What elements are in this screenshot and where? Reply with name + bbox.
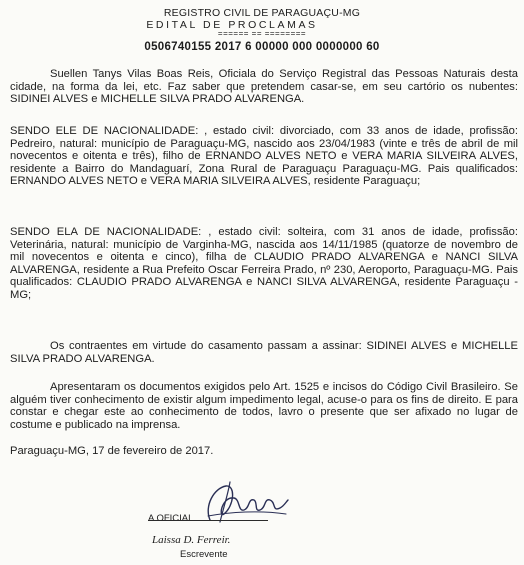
groom-paragraph: SENDO ELE DE NACIONALIDADE: , estado civil: divorciado, com 33 anos de idade, profissão: Pedreiro, natural: município de Paraguaçu-MG, nascido aos 23/04/1983 (vinte e três de abril de mil novecentos e oitenta e três), filho de ERNANDO ALVES NETO e VERA MARIA SILVEIRA ALVES, residente a Bairro do Mandaguarí, Zona Rural de Paraguaçu Paraguaçu-MG. Pais qualificados: ERNANDO ALVES NETO e VERA MARIA SILVEIRA ALVES, residente Paraguaçu; xyxy=(10,125,518,188)
clerk-title: Escrevente xyxy=(180,549,228,560)
names-after-marriage-paragraph: Os contraentes em virtude do casamento passam a assinar: SIDINEI ALVES e MICHELLE SILVA PRADO ALVARENGA. xyxy=(10,340,518,365)
title-underline: ====== == ======== xyxy=(217,29,307,38)
stamp-name: Laissa D. Ferreir. xyxy=(152,534,231,546)
bride-paragraph: SENDO ELA DE NACIONALIDADE: , estado civil: solteira, com 31 anos de idade, profissão: Veterinária, natural: município de Varginha-MG, nascida aos 14/11/1985 (quatorze de novembro de mil novecentos e oitenta e cinco), filha de CLAUDIO PRADO ALVARENGA e NANCI SILVA ALVARENGA, residente a Rua Prefeito Oscar Ferreira Prado, nº 230, Aeroporto, Paraguaçu-MG. Pais qualificados: CLAUDIO PRADO ALVARENGA e NANCI SILVA ALVARENGA, residente Paraguaçu - MG; xyxy=(10,226,518,301)
registry-name: REGISTRO CIVIL DE PARAGUAÇU-MG xyxy=(163,7,361,19)
signature-block xyxy=(0,470,524,565)
signature-line xyxy=(148,520,268,521)
official-label: A OFICIAL xyxy=(148,513,194,524)
intro-paragraph: Suellen Tanys Vilas Boas Reis, Oficiala do Serviço Registral das Pessoas Naturais desta cidade, na forma da lei, etc. Faz saber que pretendem casar-se, em seu cartório os nubentes: SIDINEI ALVES e MICHELLE SILVA PRADO ALVARENGA. xyxy=(10,68,518,106)
documents-paragraph: Apresentaram os documentos exigidos pelo Art. 1525 e incisos do Código Civil Brasileiro. Se alguém tiver conhecimento de existir algum impedimento legal, acuse-o para os fins de direito. E para constar e chegar este ao conhecimento de todos, lavro o presente que ser afixado no lugar de costume e publicado na imprensa. xyxy=(10,381,518,431)
document-number: 0506740155 2017 6 00000 000 0000000 60 xyxy=(144,41,380,53)
edict-title-text: EDITAL DE PROCLAMAS xyxy=(146,19,318,31)
place-date: Paraguaçu-MG, 17 de fevereiro de 2017. xyxy=(10,445,214,457)
